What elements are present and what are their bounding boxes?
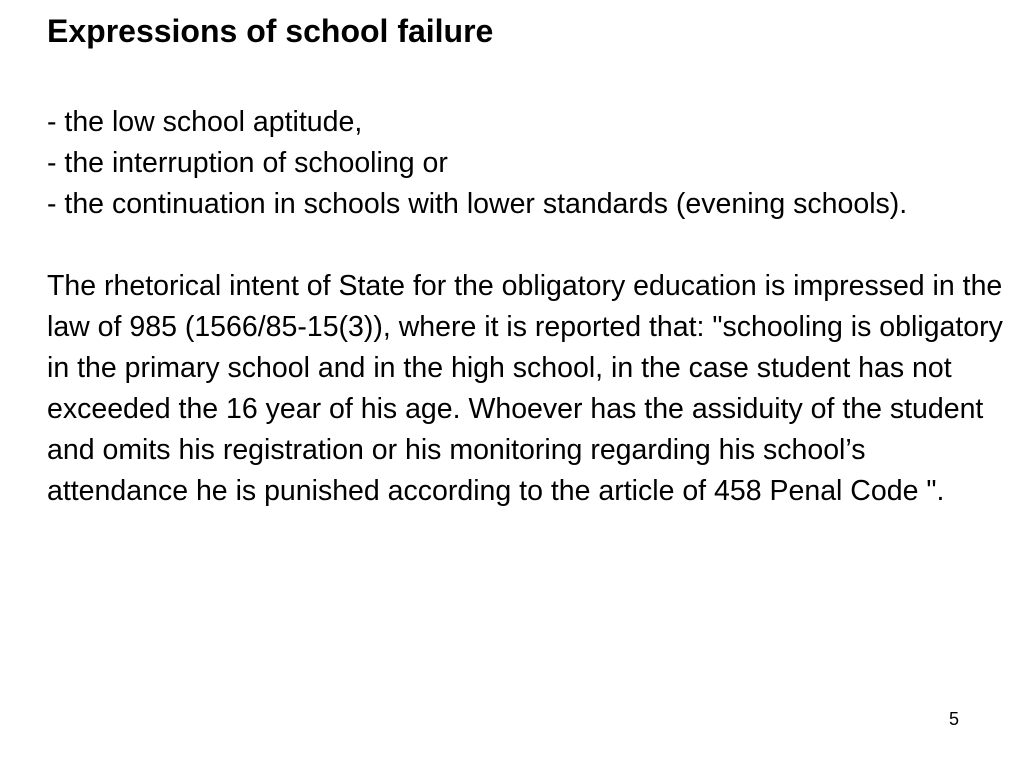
slide-title: Expressions of school failure (47, 13, 494, 49)
failure-expressions-list (47, 102, 1007, 225)
law-description-paragraph: The rhetorical intent of State for the obligatory education is impressed in the law of 985 (1566/85-15(3)), where it is reported that: "schooling is obligatory in the primary school and in the high school, in the case student has not exceeded the 16 year of his age. Whoever has the assiduity of the student and omits his registration or his monitoring regarding his school’s attendance he is punished according to the article of 458 Penal Code ". (47, 270, 1003, 507)
list-item: - the low school aptitude, (47, 106, 363, 138)
list-item: - the continuation in schools with lower standards (evening schools). (47, 188, 908, 220)
list-item: - the interruption of schooling or (47, 147, 448, 179)
slide-content (47, 102, 1007, 512)
page-number: 5 (949, 709, 960, 729)
